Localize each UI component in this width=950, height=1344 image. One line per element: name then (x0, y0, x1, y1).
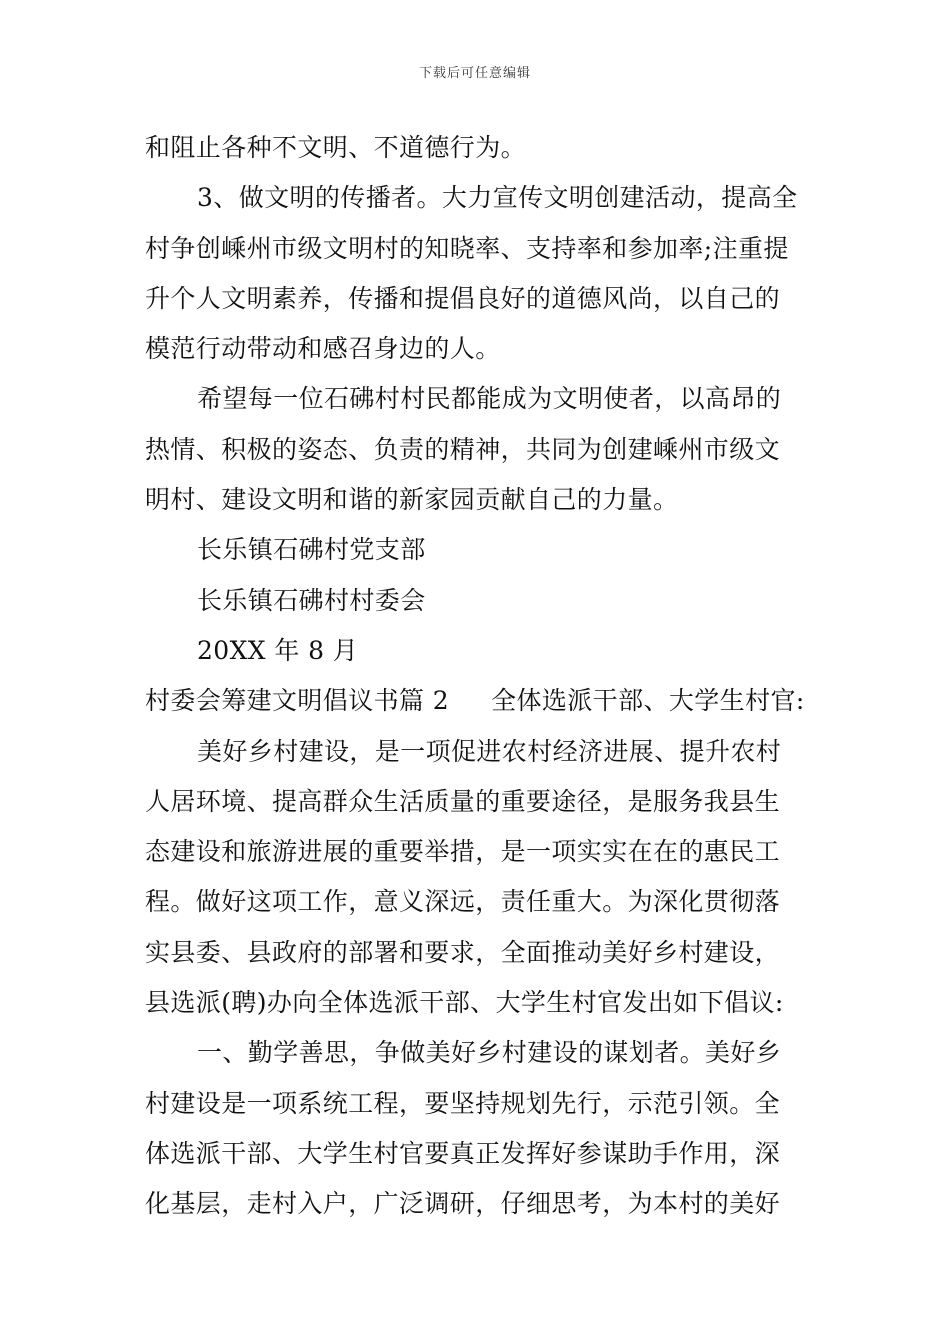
signature-village-committee: 长乐镇石砩村村委会 (197, 585, 426, 615)
signature-party-branch: 长乐镇石砩村党支部 (197, 535, 426, 565)
text-line: 3、做文明的传播者。大力宣传文明创建活动，提高全 (197, 183, 798, 213)
text-line: 实县委、县政府的部署和要求，全面推动美好乡村建设， (145, 937, 781, 967)
section-title-line (145, 676, 810, 726)
text-line: 程。做好这项工作，意义深远，责任重大。为深化贯彻落 (145, 887, 781, 917)
text-line: 和阻止各种不文明、不道德行为。 (145, 133, 527, 162)
signature-date: 20XX 年 8 月 (197, 635, 359, 665)
text-line: 态建设和旅游进展的重要举措，是一项实实在在的惠民工 (145, 837, 781, 867)
text-line: 明村、建设文明和谐的新家园贡献自己的力量。 (145, 485, 679, 515)
text-line: 热情、积极的姿态、负责的精神，共同为创建嵊州市级文 (145, 434, 781, 464)
page-header: 下载后可任意编辑 (418, 66, 531, 81)
text-line: 体选派干部、大学生村官要真正发挥好参谋助手作用，深 (145, 1138, 781, 1168)
document-body (145, 123, 810, 1230)
text-line: 化基层，走村入户，广泛调研，仔细思考，为本村的美好 (145, 1189, 781, 1219)
text-line: 村争创嵊州市级文明村的知晓率、支持率和参加率;注重提 (145, 233, 789, 263)
text-line: 人居环境、提高群众生活质量的重要途径，是服务我县生 (145, 786, 781, 816)
section-title: 村委会筹建文明倡议书篇 2 (145, 686, 450, 716)
text-line: 县选派(聘)办向全体选派干部、大学生村官发出如下倡议: (145, 988, 784, 1018)
text-line: 美好乡村建设，是一项促进农村经济进展、提升农村 (197, 736, 782, 766)
text-line: 村建设是一项系统工程，要坚持规划先行，示范引领。全 (145, 1088, 781, 1118)
text-line: 升个人文明素养，传播和提倡良好的道德风尚，以自己的 (145, 283, 781, 313)
text-line: 一、勤学善思，争做美好乡村建设的谋划者。美好乡 (197, 1038, 782, 1068)
text-line: 希望每一位石砩村村民都能成为文明使者，以高昂的 (197, 384, 782, 414)
salutation: 全体选派干部、大学生村官: (491, 686, 805, 716)
text-line: 模范行动带动和感召身边的人。 (145, 334, 501, 364)
